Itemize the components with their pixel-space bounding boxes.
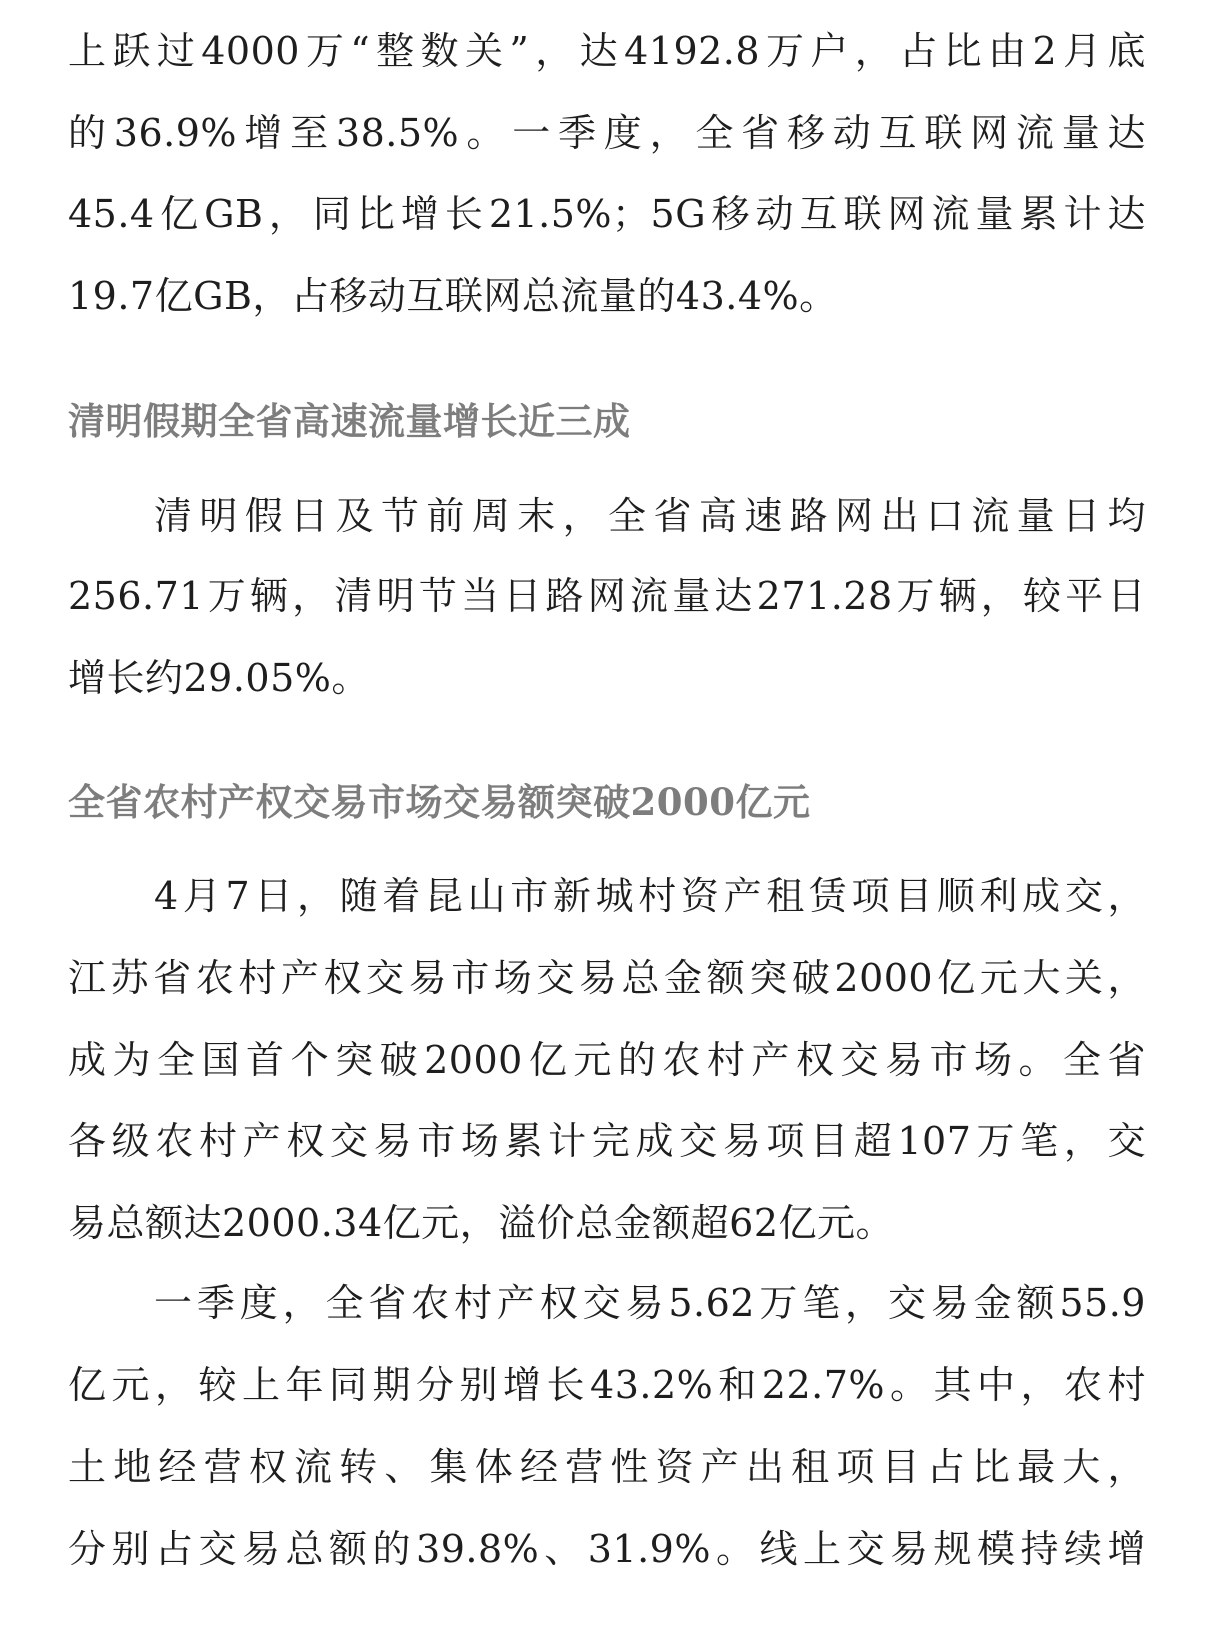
paragraph-line: 清明假日及节前周末，全省高速路网出口流量日均 — [154, 494, 1146, 538]
paragraph-line: 亿元，较上年同期分别增长43.2%和22.7%。其中，农村 — [68, 1363, 1146, 1407]
paragraph-line: 江苏省农村产权交易市场交易总金额突破2000亿元大关， — [68, 956, 1146, 1000]
paragraph-line: 256.71万辆，清明节当日路网流量达271.28万辆，较平日 — [68, 574, 1146, 618]
paragraph-line: 增长约29.05%。 — [68, 656, 370, 700]
paragraph-line: 土地经营权流转、集体经营性资产出租项目占比最大， — [68, 1445, 1146, 1489]
paragraph-line: 易总额达2000.34亿元，溢价总金额超62亿元。 — [68, 1201, 894, 1245]
paragraph-line: 成为全国首个突破2000亿元的农村产权交易市场。全省 — [68, 1038, 1146, 1082]
paragraph-line: 4月7日，随着昆山市新城村资产租赁项目顺利成交， — [154, 874, 1146, 918]
section-heading: 全省农村产权交易市场交易额突破2000亿元 — [68, 780, 811, 824]
section-heading: 清明假期全省高速流量增长近三成 — [68, 399, 631, 443]
paragraph-line: 45.4亿GB，同比增长21.5%；5G移动互联网流量累计达 — [68, 192, 1146, 236]
paragraph-line: 的36.9%增至38.5%。一季度，全省移动互联网流量达 — [68, 111, 1146, 155]
paragraph-line: 分别占交易总额的39.8%、31.9%。线上交易规模持续增 — [68, 1527, 1146, 1571]
paragraph-line: 19.7亿GB，占移动互联网总流量的43.4%。 — [68, 274, 838, 318]
paragraph-line: 一季度，全省农村产权交易5.62万笔，交易金额55.9 — [154, 1281, 1146, 1325]
paragraph-line: 各级农村产权交易市场累计完成交易项目超107万笔，交 — [68, 1119, 1146, 1163]
paragraph-line: 上跃过4000万“整数关”，达4192.8万户，占比由2月底 — [68, 29, 1146, 73]
